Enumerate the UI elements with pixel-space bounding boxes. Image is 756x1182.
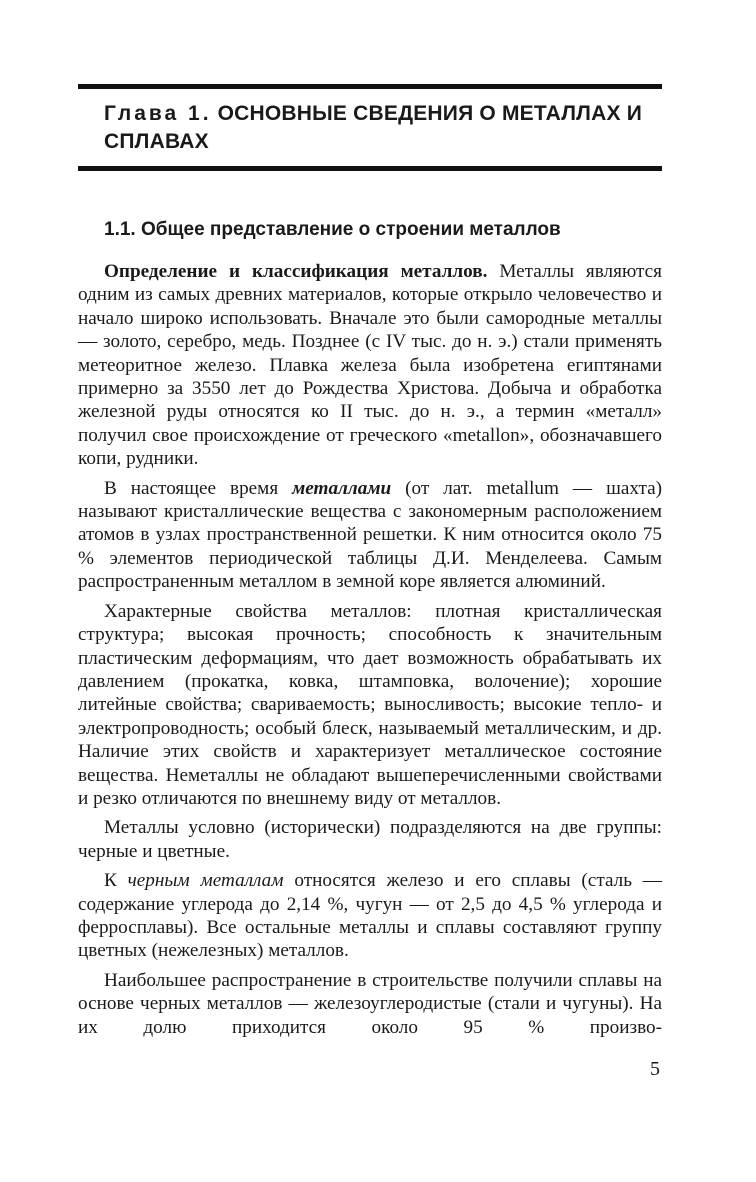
body-text: [78, 260, 662, 1045]
paragraph-lead: Определение и классификация металлов.: [104, 261, 488, 282]
chapter-prefix: Глава 1.: [104, 102, 212, 125]
paragraph-text-before: В настоящее время: [104, 477, 293, 499]
paragraph-text: Наибольшее распространение в строительстве получили сплавы на основе черных металлов — железоуглеродистые (стали и чугуны). На их долю приходится около 95 % произво-: [78, 969, 662, 1038]
paragraph-properties: [78, 600, 662, 811]
paragraph-text: Металлы условно (исторически) подразделяются на две группы: черные и цветные.: [78, 817, 662, 862]
paragraph-ferrous: [78, 869, 662, 963]
page-number: 5: [650, 1058, 660, 1080]
paragraph-groups: [78, 816, 662, 863]
paragraph-text-after: (от лат. metallum — шахта) называют кристаллические вещества с закономерным расположением атомов в узлах пространственной решетки. К ним относится около 75 % элементов периодической таблицы Д.И. Менделеева. Самым распространенным металлом в земной коре является алюминий.: [78, 477, 662, 593]
chapter-heading: [104, 100, 644, 156]
paragraph-text: Металлы являются одним из самых древних материалов, которые открыло человечество и начало широко использовать. Вначале это были самородные металлы — золото, серебро, медь. Позднее (с IV тыс. до н. э.) стали применять метеоритное железо. Плавка железа была изобретена египтянами примерно за 3550 лет до Рождества Христова. Добыча и обработка железной руды относятся ко II тыс. до н. э., а термин «металл» получил свое происхождение от греческого «metallon», обозначавшего копи, рудники.: [78, 261, 662, 470]
paragraph-metals-term: [78, 477, 662, 594]
paragraph-text-before: К: [104, 870, 128, 892]
chapter-title: ОСНОВНЫЕ СВЕДЕНИЯ О МЕТАЛЛАХ И СПЛАВАХ: [104, 102, 642, 153]
paragraph-text-after: относятся железо и его сплавы (сталь — содержание углерода до 2,14 %, чугун — от 2,5 до 4,5 % углерода и ферросплавы). Все остальные металлы и сплавы составляют группу цветных (нежелезных) металлов.: [78, 870, 662, 962]
section-title: 1.1. Общее представление о строении металлов: [104, 219, 561, 240]
chapter-top-rule: [78, 84, 662, 89]
chapter-bottom-rule: [78, 166, 662, 171]
paragraph-text: Характерные свойства металлов: плотная кристаллическая структура; высокая прочность; способность к значительным пластическим деформациям, что дает возможность обрабатывать их давлением (прокатка, ковка, штамповка, волочение); хорошие литейные свойства; свариваемость; выносливость; высокие тепло- и электропроводность; особый блеск, называемый металлическим, и др. Наличие этих свойств и характеризует металлическое состояние вещества. Неметаллы не обладают вышеперечисленными свойствами и резко отличаются по внешнему виду от металлов.: [78, 600, 662, 809]
term-metals: металлами: [292, 477, 392, 499]
paragraph-construction: [78, 969, 662, 1039]
term-ferrous-metals: черным металлам: [127, 870, 284, 892]
paragraph-definition: [78, 260, 662, 471]
